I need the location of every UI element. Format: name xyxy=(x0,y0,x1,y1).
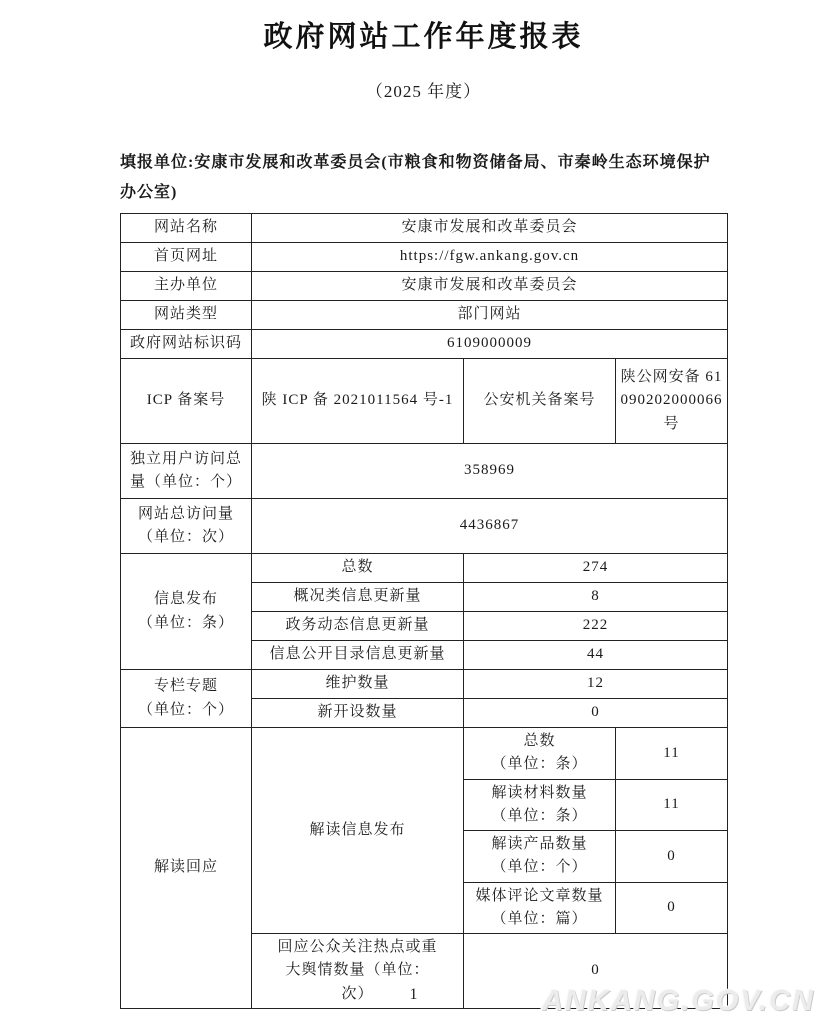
sub-value: 44 xyxy=(464,641,728,670)
table-row-interp-total xyxy=(121,728,728,780)
icp-number-value: 陕 ICP 备 2021011564 号-1 xyxy=(252,359,464,444)
row-label: 网站名称 xyxy=(121,214,252,243)
sub-label-unit: （单位：篇） xyxy=(491,910,588,927)
interpretation-group-label: 解读回应 xyxy=(121,728,252,1009)
sub-label-unit: （单位：个） xyxy=(491,859,588,876)
report-content xyxy=(120,0,727,1009)
sub-value: 11 xyxy=(616,779,728,831)
interpretation-publish-label: 解读信息发布 xyxy=(252,728,464,934)
sub-label-text: 解读材料数量 xyxy=(491,784,588,801)
sub-label: 总数 xyxy=(252,554,464,583)
row-label: 政府网站标识码 xyxy=(121,330,252,359)
sub-value: 12 xyxy=(464,670,728,699)
sub-label-text: 解读产品数量 xyxy=(491,836,588,852)
sub-value: 0 xyxy=(464,699,728,728)
row-value: 安康市发展和改革委员会 xyxy=(252,272,728,301)
info-publish-group-label xyxy=(121,554,252,670)
row-label: 主办单位 xyxy=(121,272,252,301)
table-row-info-publish-total xyxy=(121,554,728,583)
sub-value: 0 xyxy=(616,882,728,934)
report-year: （2025 年度） xyxy=(365,82,482,101)
special-columns-group-label xyxy=(121,670,252,728)
sub-label: 新开设数量 xyxy=(252,699,464,728)
page-title: 政府网站工作年度报表 xyxy=(263,21,584,53)
row-value: 6109000009 xyxy=(252,330,728,359)
row-label: 网站类型 xyxy=(121,301,252,330)
reporting-unit: 填报单位:安康市发展和改革委员会(市粮食和物资储备局、市秦岭生态环境保护办公室) xyxy=(120,154,711,201)
table-row-home-url xyxy=(121,243,728,272)
group-label-text: 专栏专题 xyxy=(153,678,218,695)
sub-label xyxy=(464,728,616,780)
police-filing-value: 陕公网安备 61090202000066 号 xyxy=(616,359,728,444)
sub-label-unit: （单位：条） xyxy=(491,756,588,773)
table-row-unique-visitors xyxy=(121,444,728,499)
sub-label: 维护数量 xyxy=(252,670,464,699)
row-label: 独立用户访问总量（单位：个） xyxy=(121,444,252,499)
sub-value: 274 xyxy=(464,554,728,583)
group-label-unit: （单位：条） xyxy=(137,614,234,631)
sub-label-text: 总数 xyxy=(523,733,556,749)
sub-value: 222 xyxy=(464,612,728,641)
row-label: ICP 备案号 xyxy=(121,359,252,444)
police-filing-label: 公安机关备案号 xyxy=(464,359,616,444)
sub-value: 11 xyxy=(616,728,728,780)
sub-label xyxy=(464,831,616,883)
site-watermark: ANKANG.GOV.CN xyxy=(541,985,815,1017)
sub-label-text: 媒体评论文章数量 xyxy=(475,887,604,904)
row-value: 358969 xyxy=(252,444,728,499)
sub-value: 8 xyxy=(464,583,728,612)
table-row-site-type xyxy=(121,301,728,330)
row-label: 首页网址 xyxy=(121,243,252,272)
sub-label: 政务动态信息更新量 xyxy=(252,612,464,641)
sub-label xyxy=(464,882,616,934)
sub-label: 信息公开目录信息更新量 xyxy=(252,641,464,670)
table-row-special-maintained xyxy=(121,670,728,699)
table-row-site-name xyxy=(121,214,728,243)
group-label-unit: （单位：个） xyxy=(137,701,234,718)
sub-value: 0 xyxy=(616,831,728,883)
table-row-sponsor xyxy=(121,272,728,301)
site-url-value: https://fgw.ankang.gov.cn xyxy=(252,243,728,272)
row-value: 安康市发展和改革委员会 xyxy=(252,214,728,243)
page-number: 1 xyxy=(409,986,418,1003)
sub-label-unit: （单位：条） xyxy=(491,807,588,824)
row-value: 4436867 xyxy=(252,499,728,554)
sub-label xyxy=(464,779,616,831)
table-row-site-code xyxy=(121,330,728,359)
group-label-text: 信息发布 xyxy=(153,591,218,608)
hotspot-label-text: 回应公众关注热点或重大舆情数量（单位：次） xyxy=(277,939,438,1002)
hotspot-value: 0 xyxy=(464,934,728,1009)
sub-label: 概况类信息更新量 xyxy=(252,583,464,612)
table-row-total-visits xyxy=(121,499,728,554)
annual-report-table xyxy=(120,213,728,1009)
table-row-icp xyxy=(121,359,728,444)
row-value: 部门网站 xyxy=(252,301,728,330)
row-label: 网站总访问量（单位：次） xyxy=(121,499,252,554)
